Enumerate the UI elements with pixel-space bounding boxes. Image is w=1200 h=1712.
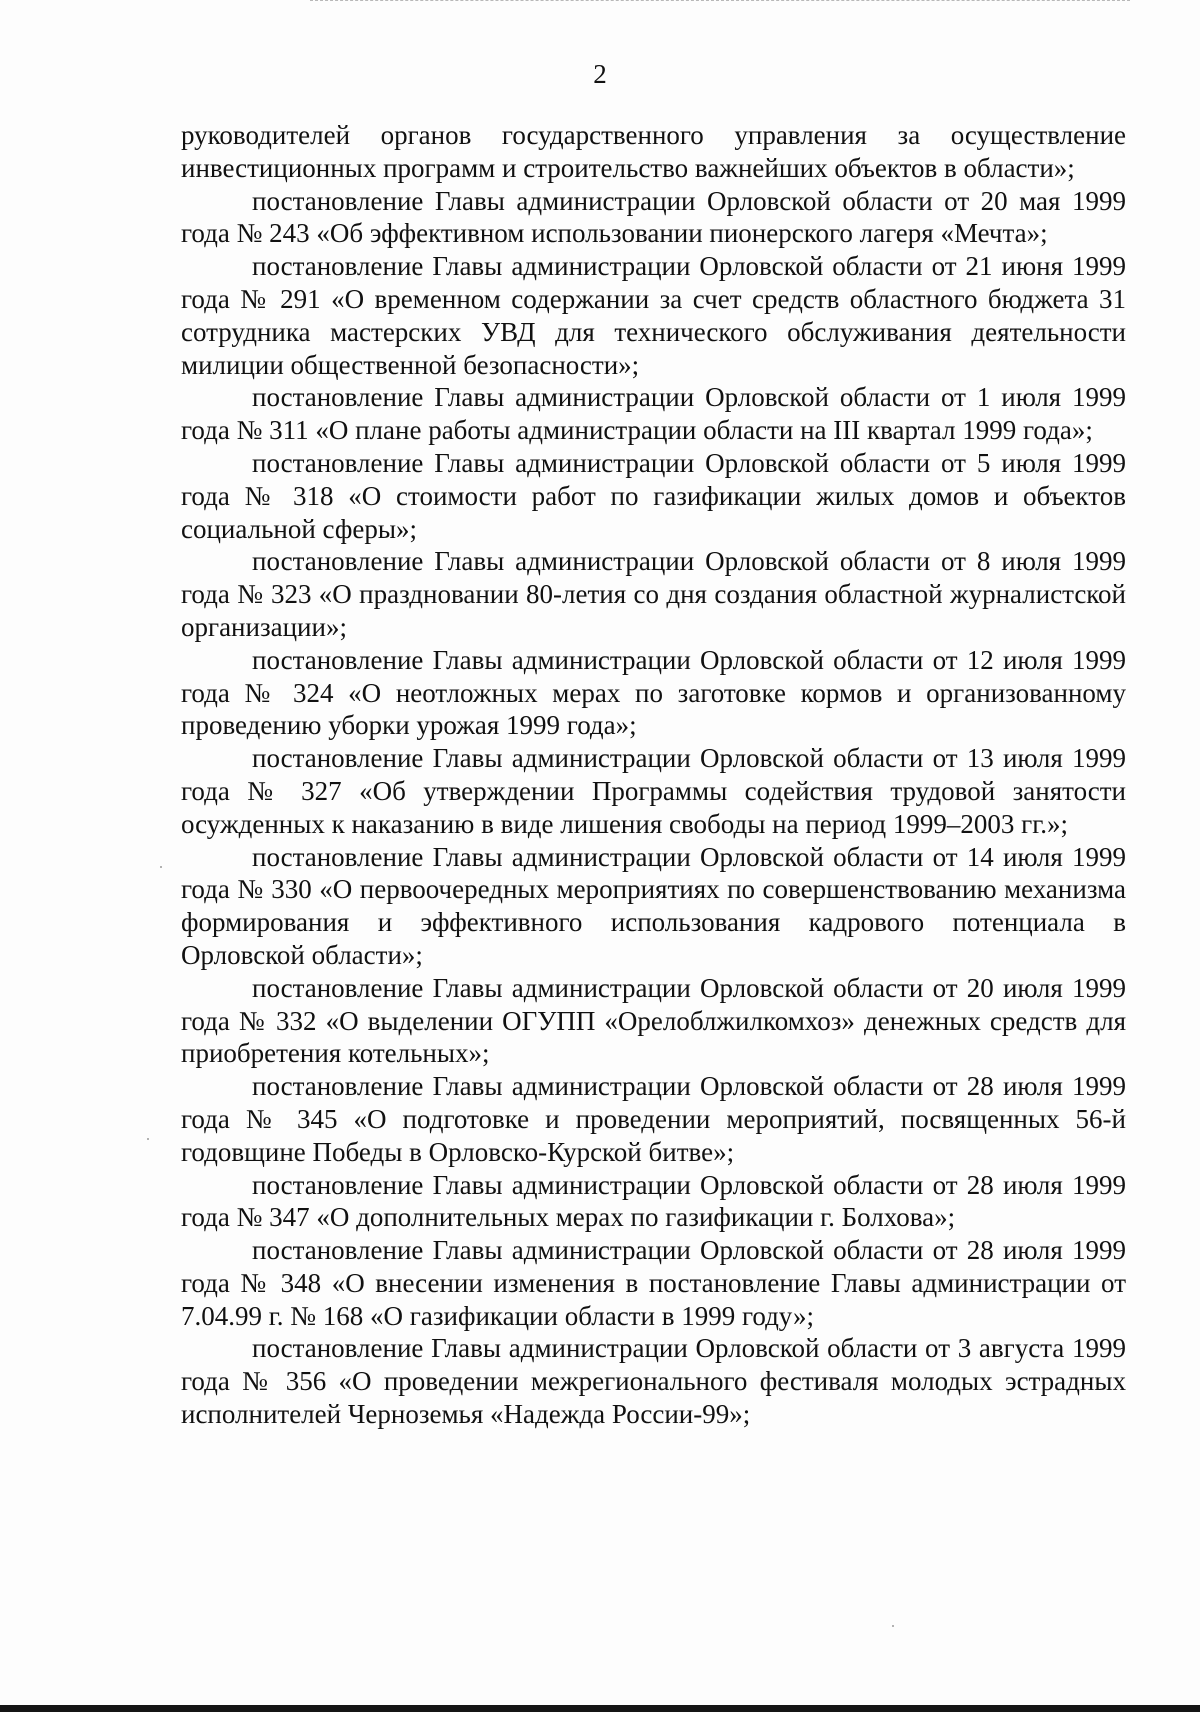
paragraph-resolution: постановление Главы администрации Орловской области от 20 июля 1999 года № 332 «О выделении ОГУПП «Орелоблжилкомхоз» денежных средств для приобретения котельных»; xyxy=(181,972,1126,1069)
paragraph-resolution: постановление Главы администрации Орловской области от 14 июля 1999 года № 330 «О первоочередных мероприятиях по совершенствованию механизма формирования и эффективного использования кадрового потенциала в Орловской области»; xyxy=(181,841,1126,970)
paragraph-resolution: постановление Главы администрации Орловской области от 5 июля 1999 года № 318 «О стоимости работ по газификации жилых домов и объектов социальной сферы»; xyxy=(181,447,1126,544)
paragraph-resolution: постановление Главы администрации Орловской области от 3 августа 1999 года № 356 «О проведении межрегионального фестиваля молодых эстрадных исполнителей Черноземья «Надежда России-99»; xyxy=(181,1333,1126,1430)
paragraph-resolution: постановление Главы администрации Орловской области от 8 июля 1999 года № 323 «О праздновании 80-летия со дня создания областной журналистской организации»; xyxy=(181,546,1126,642)
scan-speck xyxy=(160,866,162,868)
paragraph-resolution: постановление Главы администрации Орловской области от 13 июля 1999 года № 327 «Об утверждении Программы содействия трудовой занятости осужденных к наказанию в виде лишения свободы на период 1999–2003 гг.»; xyxy=(181,743,1126,839)
paragraph-resolution: постановление Главы администрации Орловской области от 1 июля 1999 года № 311 «О плане работы администрации области на III квартал 1999 года»; xyxy=(181,382,1126,446)
scan-top-edge xyxy=(310,0,1130,1)
paragraph-resolution: постановление Главы администрации Орловской области от 21 июня 1999 года № 291 «О временном содержании за счет средств областного бюджета 31 сотрудника мастерских УВД для технического обслуживания деятельности милиции общественной безопасности»; xyxy=(181,251,1126,380)
page-number: 2 xyxy=(593,59,607,89)
scan-speck xyxy=(147,1138,149,1140)
paragraph-resolution: постановление Главы администрации Орловской области от 28 июля 1999 года № 345 «О подготовке и проведении мероприятий, посвященных 56-й годовщине Победы в Орловско-Курской битве»; xyxy=(181,1071,1126,1167)
paragraph-resolution: постановление Главы администрации Орловской области от 12 июля 1999 года № 324 «О неотложных мерах по заготовке кормов и организованному проведению уборки урожая 1999 года»; xyxy=(181,644,1126,741)
paragraph-resolution: постановление Главы администрации Орловской области от 20 мая 1999 года № 243 «Об эффективном использовании пионерского лагеря «Мечта»; xyxy=(181,185,1126,249)
paragraph-resolution: постановление Главы администрации Орловской области от 28 июля 1999 года № 347 «О дополнительных мерах по газификации г. Болхова»; xyxy=(181,1169,1126,1233)
scan-speck xyxy=(892,1625,894,1627)
document-body xyxy=(181,119,1126,1431)
paragraph-resolution: постановление Главы администрации Орловской области от 28 июля 1999 года № 348 «О внесении изменения в постановление Главы администрации от 7.04.99 г. № 168 «О газификации области в 1999 году»; xyxy=(181,1235,1126,1331)
scan-bottom-edge xyxy=(0,1705,1200,1712)
paragraph-continuation: руководителей органов государственного управления за осуществление инвестиционных программ и строительство важнейших объектов в области»; xyxy=(181,120,1126,183)
